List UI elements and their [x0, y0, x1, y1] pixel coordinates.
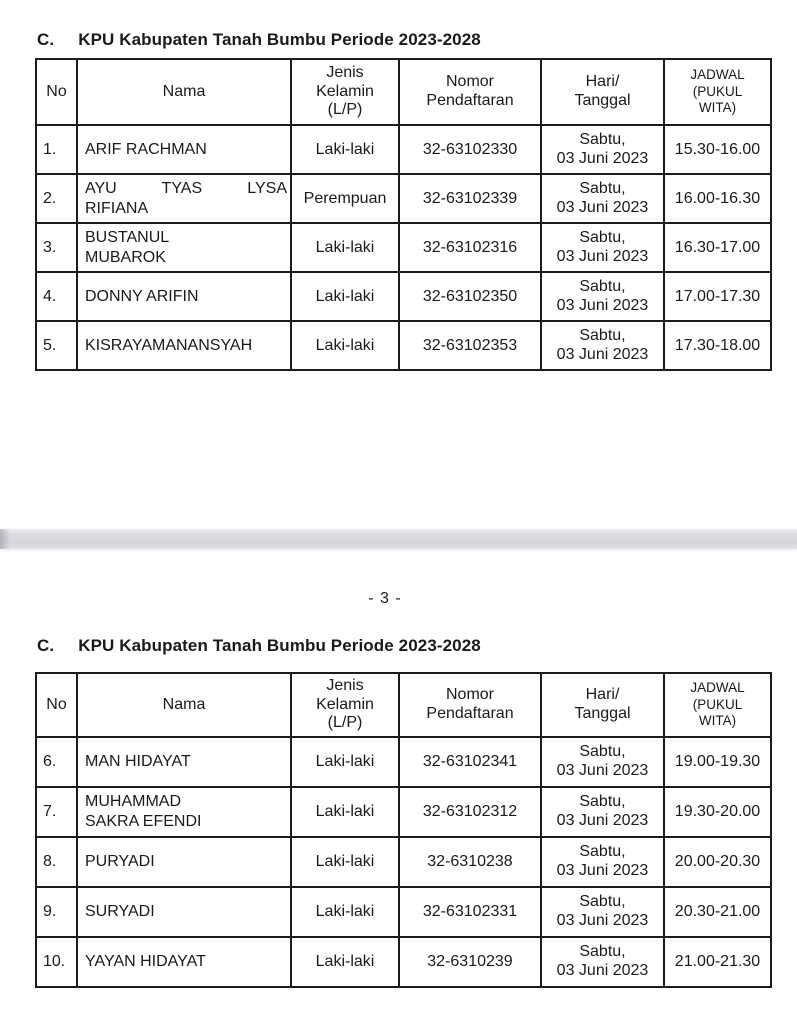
section-heading-page1: [37, 30, 481, 50]
cell-nomor-pendaftaran: 32-63102316: [399, 223, 541, 272]
table-row: [36, 837, 771, 887]
cell-hari-tanggal: Sabtu, 03 Juni 2023: [541, 837, 664, 887]
table-row: [36, 937, 771, 987]
column-header-jadwal: JADWAL (PUKUL WITA): [664, 59, 771, 125]
cell-jadwal: 19.00-19.30: [664, 737, 771, 787]
cell-jadwal: 16.00-16.30: [664, 174, 771, 223]
cell-nama: SURYADI: [77, 887, 291, 937]
cell-jadwal: 17.30-18.00: [664, 321, 771, 370]
cell-no: 8.: [36, 837, 77, 887]
cell-nama: BUSTANUL MUBAROK: [77, 223, 291, 272]
cell-nama: AYU TYAS LYSA RIFIANA: [77, 174, 291, 223]
cell-nama: MAN HIDAYAT: [77, 737, 291, 787]
cell-no: 2.: [36, 174, 77, 223]
cell-jenis-kelamin: Laki-laki: [291, 321, 399, 370]
cell-hari-tanggal: Sabtu, 03 Juni 2023: [541, 787, 664, 837]
cell-no: 1.: [36, 125, 77, 174]
cell-jenis-kelamin: Laki-laki: [291, 837, 399, 887]
cell-jenis-kelamin: Laki-laki: [291, 272, 399, 321]
cell-jadwal: 19.30-20.00: [664, 787, 771, 837]
cell-jenis-kelamin: Laki-laki: [291, 223, 399, 272]
cell-nama: KISRAYAMANANSYAH: [77, 321, 291, 370]
section-title: KPU Kabupaten Tanah Bumbu Periode 2023-2028: [78, 30, 481, 49]
table-row: [36, 737, 771, 787]
cell-hari-tanggal: Sabtu, 03 Juni 2023: [541, 321, 664, 370]
column-header-no: No: [36, 59, 77, 125]
section-title: KPU Kabupaten Tanah Bumbu Periode 2023-2028: [78, 636, 481, 655]
table-row: [36, 787, 771, 837]
cell-nama: ARIF RACHMAN: [77, 125, 291, 174]
cell-no: 10.: [36, 937, 77, 987]
page-number: - 3 -: [368, 590, 402, 607]
table-row: [36, 887, 771, 937]
cell-jadwal: 16.30-17.00: [664, 223, 771, 272]
cell-jadwal: 21.00-21.30: [664, 937, 771, 987]
cell-jenis-kelamin: Perempuan: [291, 174, 399, 223]
column-header-nama: Nama: [77, 673, 291, 737]
cell-jenis-kelamin: Laki-laki: [291, 737, 399, 787]
schedule-table-page2: [35, 672, 772, 988]
cell-nomor-pendaftaran: 32-63102350: [399, 272, 541, 321]
cell-nomor-pendaftaran: 32-6310238: [399, 837, 541, 887]
section-label: C.: [37, 30, 55, 49]
cell-jenis-kelamin: Laki-laki: [291, 787, 399, 837]
cell-nama: DONNY ARIFIN: [77, 272, 291, 321]
table-row: [36, 125, 771, 174]
cell-jenis-kelamin: Laki-laki: [291, 937, 399, 987]
section-label: C.: [37, 636, 55, 655]
table-row: [36, 223, 771, 272]
cell-nomor-pendaftaran: 32-63102341: [399, 737, 541, 787]
column-header-jk: Jenis Kelamin (L/P): [291, 59, 399, 125]
cell-nomor-pendaftaran: 32-63102312: [399, 787, 541, 837]
cell-jadwal: 20.30-21.00: [664, 887, 771, 937]
cell-hari-tanggal: Sabtu, 03 Juni 2023: [541, 125, 664, 174]
table-row: [36, 174, 771, 223]
cell-no: 6.: [36, 737, 77, 787]
cell-hari-tanggal: Sabtu, 03 Juni 2023: [541, 223, 664, 272]
cell-hari-tanggal: Sabtu, 03 Juni 2023: [541, 174, 664, 223]
cell-no: 5.: [36, 321, 77, 370]
cell-jadwal: 17.00-17.30: [664, 272, 771, 321]
table-row: [36, 321, 771, 370]
section-heading-page2: [37, 636, 481, 656]
cell-nama: YAYAN HIDAYAT: [77, 937, 291, 987]
cell-nomor-pendaftaran: 32-63102339: [399, 174, 541, 223]
cell-hari-tanggal: Sabtu, 03 Juni 2023: [541, 272, 664, 321]
cell-no: 3.: [36, 223, 77, 272]
column-header-hari: Hari/ Tanggal: [541, 673, 664, 737]
cell-nama: PURYADI: [77, 837, 291, 887]
cell-no: 9.: [36, 887, 77, 937]
column-header-jk: Jenis Kelamin (L/P): [291, 673, 399, 737]
cell-jadwal: 20.00-20.30: [664, 837, 771, 887]
schedule-table-page1: [35, 58, 772, 371]
cell-nomor-pendaftaran: 32-6310239: [399, 937, 541, 987]
column-header-nama: Nama: [77, 59, 291, 125]
cell-jenis-kelamin: Laki-laki: [291, 887, 399, 937]
table-row: [36, 272, 771, 321]
page-break-separator: [0, 529, 797, 549]
column-header-no: No: [36, 673, 77, 737]
cell-jenis-kelamin: Laki-laki: [291, 125, 399, 174]
cell-no: 7.: [36, 787, 77, 837]
column-header-jadwal: JADWAL (PUKUL WITA): [664, 673, 771, 737]
column-header-hari: Hari/ Tanggal: [541, 59, 664, 125]
cell-nama: MUHAMMAD SAKRA EFENDI: [77, 787, 291, 837]
cell-jadwal: 15.30-16.00: [664, 125, 771, 174]
cell-nomor-pendaftaran: 32-63102331: [399, 887, 541, 937]
table-header-row: [36, 673, 771, 737]
cell-hari-tanggal: Sabtu, 03 Juni 2023: [541, 737, 664, 787]
cell-nomor-pendaftaran: 32-63102330: [399, 125, 541, 174]
cell-nomor-pendaftaran: 32-63102353: [399, 321, 541, 370]
cell-hari-tanggal: Sabtu, 03 Juni 2023: [541, 937, 664, 987]
column-header-nomor: Nomor Pendaftaran: [399, 673, 541, 737]
cell-hari-tanggal: Sabtu, 03 Juni 2023: [541, 887, 664, 937]
table-header-row: [36, 59, 771, 125]
column-header-nomor: Nomor Pendaftaran: [399, 59, 541, 125]
cell-no: 4.: [36, 272, 77, 321]
